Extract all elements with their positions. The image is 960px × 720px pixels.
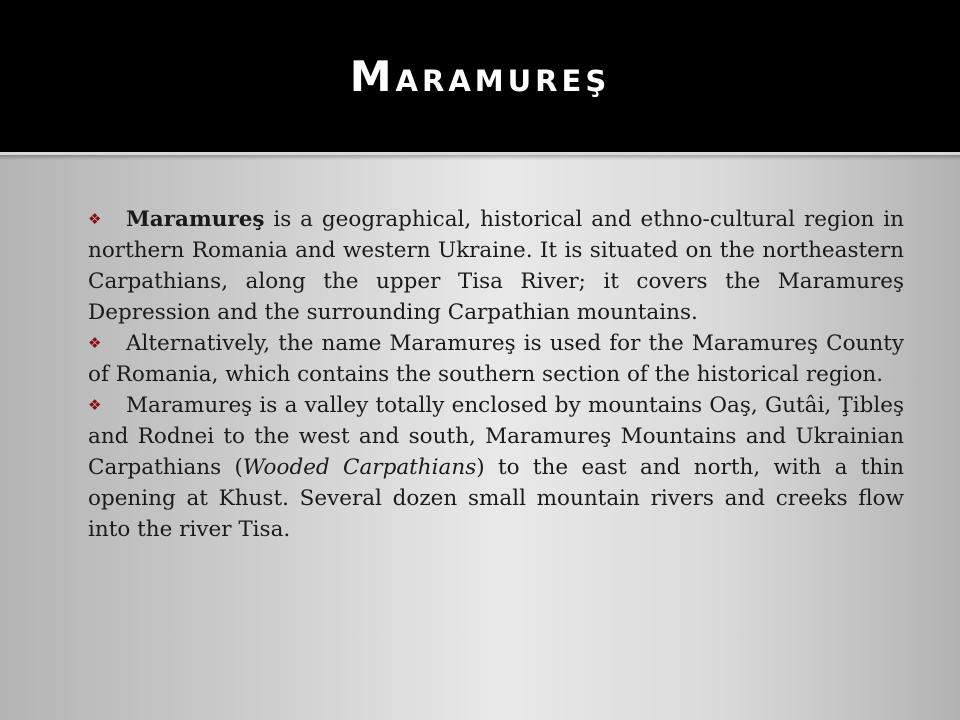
diamond-bullet-icon: ❖ bbox=[88, 396, 102, 414]
title-divider-shadow bbox=[0, 155, 960, 160]
paragraph-3-text-after: ) to the east and north, with a thin opening at Khust. Several dozen small mountain rivers and creeks flow into the river Tisa. bbox=[88, 455, 904, 542]
slide-content bbox=[88, 204, 904, 545]
diamond-bullet-icon: ❖ bbox=[88, 334, 102, 352]
diamond-bullet-icon: ❖ bbox=[88, 210, 102, 228]
bullet-paragraph-2 bbox=[88, 328, 904, 390]
paragraph-1-bold-lead: Maramureş bbox=[126, 207, 265, 232]
bullet-paragraph-1 bbox=[88, 204, 904, 328]
paragraph-3-italic: Wooded Carpathians bbox=[242, 455, 477, 480]
paragraph-1-text: is a geographical, historical and ethno-cultural region in northern Romania and western Ukraine. It is situated on the northeastern Carpathians, along the upper Tisa River; it covers the Maramureş Depression and the surrounding Carpathian mountains. bbox=[88, 207, 904, 325]
paragraph-2-text: Alternatively, the name Maramureş is used for the Maramureş County of Romania, which contains the southern section of the historical region. bbox=[88, 331, 904, 387]
slide-title: Maramureş bbox=[349, 52, 611, 101]
paragraph-3-text-before: Maramureş is a valley totally enclosed by mountains Oaş, Gutâi, Ţibleş and Rodnei to the west and south, Maramureş Mountains and Ukrainian Carpathians ( bbox=[88, 393, 904, 480]
bullet-paragraph-3 bbox=[88, 390, 904, 545]
